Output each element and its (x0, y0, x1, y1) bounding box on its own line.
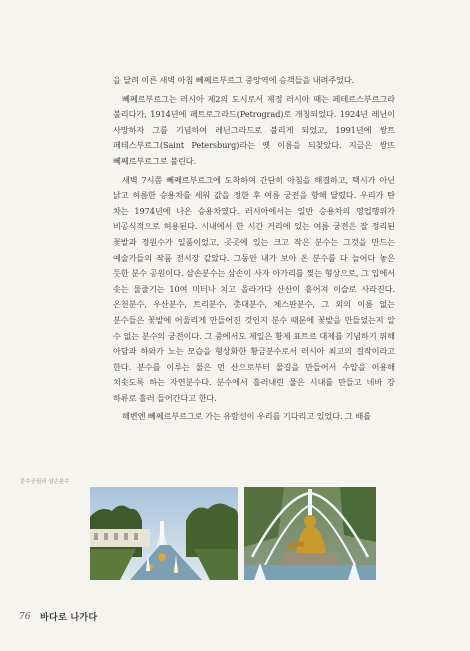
samson-fountain-photo (244, 487, 376, 580)
paragraph-1: 을 달려 이른 새벽 아침 뻬쩨르부르그 중앙역에 승객들을 내려주었다. (113, 75, 355, 85)
paragraph-3: 새벽 7시쯤 뻬쩨르부르그에 도착하여 간단히 아침을 해결하고, 택시가 아닌 낡고 허름한 승용차를 세워 값을 정한 후 여름 궁전을 향해 달렸다. 우리가 탄 차는 1974년에 나온 승용차였다. 러시아에서는 일반 승용차의 영업행위가 비공식적으로 허용된다. 시내에서 한 시간 거리에 있는 여름 궁전은 잘 정리된 꽃밭과 정원수가 일품이었고, 곳곳에 있는 크고 작은 분수는 그것을 만드는 예술가들의 작품 전시장 같았다. 그동안 내가 보아 온 분수를 다 늘어다 놓은 듯한 분수 공원이다. 삼손분수는 삼손이 사자 아가리를 찢는 형상으로, 그 입에서 솟는 물줄기는 10여 미터나 치고 올라가다 산산이 흩어져 이슬로 사라진다. 온천분수, 우산분수, 트리분수, 촛대분수, 체스판분수, 그 외의 이름 없는 분수들은 꽃밭에 어울리게 만들어진 것인지 분수 때문에 꽃밭을 만들었는지 알 수 없는 분수의 궁전이다. 그 중에서도 제일은 황제 표트르 대제를 기념하기 위해 아담과 하와가 노는 모습을 형상화한 황금분수로서 러시아 최고의 걸작이라고 한다. 분수를 이루는 물은 먼 산으로부터 물길을 만들어서 수압을 이용해 치솟도록 하는 자연분수다. 분수에서 흘러내린 물은 시내를 만들고 네바 강 하류로 흘러 들어간다고 한다. (113, 174, 395, 403)
paragraph-2: 뻬쩨르부르그는 러시아 제2의 도시로서 제정 러시아 때는 페테르스부르그라 불리다가, 1914년에 페트로그라드(Petrograd)로 개칭되었다. 1924년 레닌이 사망하자 그를 기념하여 레닌그라드로 불리게 되었고, 1991년에 쌍트 페테스부르그(Saint Petersburg)라는 옛 이름을 되찾았다. 지금은 쌍뜨 뻬쩨르부르그로 불린다. (113, 93, 395, 166)
photo-caption: 분수공원과 삼손분수 (20, 479, 70, 485)
paragraph-4: 해변엔 뻬쩨르부르그로 가는 유람선이 우리를 기다리고 있었다. 그 배를 (122, 411, 371, 422)
page-number: 76 (19, 612, 31, 622)
body-text (113, 73, 395, 428)
fountain-park-photo (90, 487, 238, 580)
book-title: 바다로 나가다 (40, 613, 98, 623)
